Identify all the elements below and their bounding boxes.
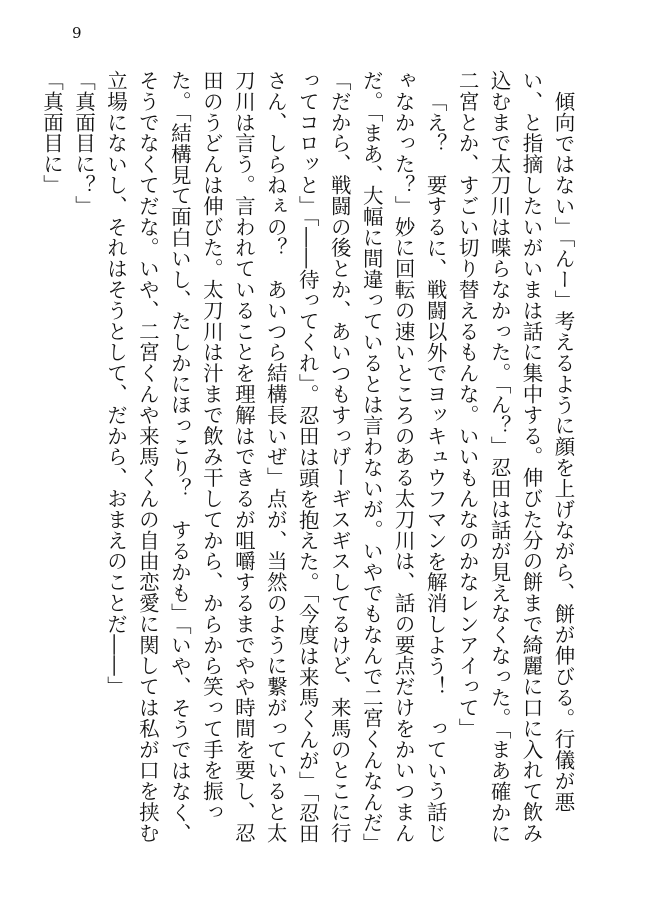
paragraph-1: 傾向ではない」「んー」考えるように顔を上げながら、餅が伸びる。行儀が悪い、と指摘したいがいまは話に集中する。伸びた分の餅まで綺麗に口に入れて飲み込むまで太刀川は喋らなかった。「ん？」忍田は話が見えなくなった。「まあ確かに二宮とか、すごい切り替えるもんな。いいもんなのかなレンアイって」 [455, 70, 575, 844]
paragraph-3: 「真面目に？」 [71, 70, 96, 217]
paragraph-4: 「真面目に」 [39, 70, 64, 196]
vertical-text-body [39, 70, 578, 850]
paragraph-2: 「え？ 要するに、戦闘以外でヨッキュウフマンを解消しよう！ っていう話じゃなかった？」妙に回転の速いところのある太刀川は、話の要点だけをかいつまんだ。「まあ、大幅に間違っているとは言わないが。いやでもなんで二宮くんなんだ」「だから、戦闘の後とか、あいつもすっげーギスギスしてるけど、来馬のとこに行ってコロッと」「――待ってくれ」。忍田は頭を抱えた。「今度は来馬くんが」「忍田さん、しらねぇの？ あいつら結構長いぜ」点が、当然のように繋がっていると太刀川は言う。言われていることを理解はできるが咀嚼するまでやや時間を要し、忍田のうどんは伸びた。太刀川は汁まで飲み干してから、からから笑って手を振った。「結構見て面白いし、たしかにほっこり？ するかも」「いや、そうではなく、そうでなくてだな。いや、二宮くんや来馬くんの自由恋愛に関しては私が口を挟む立場にないし、それはそうとして、だから、おまえのことだ――」 [103, 70, 448, 845]
page-number: 9 [72, 24, 82, 42]
